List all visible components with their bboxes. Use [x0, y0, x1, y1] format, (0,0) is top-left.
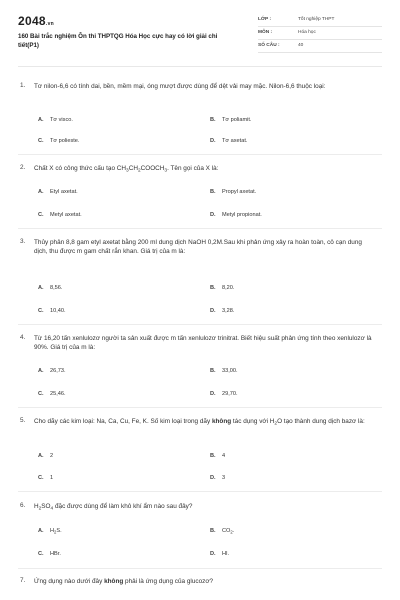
option-b[interactable]	[210, 285, 234, 291]
option-b[interactable]	[210, 189, 256, 195]
option-text: HBr.	[50, 551, 61, 557]
question-text: Thủy phân 8,8 gam etyl axetat bằng 200 ml dung dịch NaOH 0,2M.Sau khi phản ứng xảy ra hoàn toàn, cô cạn dung dịch, thu được m gam chất rắn khan. Giá trị của m là:	[34, 239, 362, 255]
meta-info	[258, 14, 382, 53]
option-c[interactable]	[38, 475, 53, 481]
question-separator	[18, 407, 382, 408]
option-text: $CO_2$.	[222, 528, 235, 535]
option-letter: A.	[38, 368, 44, 374]
option-text: HI.	[222, 551, 230, 557]
option-a[interactable]	[38, 189, 78, 195]
option-text: 26,73.	[50, 368, 66, 374]
option-c[interactable]	[38, 308, 66, 314]
option-letter: B.	[210, 528, 216, 534]
meta-key: MÔN :	[258, 30, 273, 35]
option-b[interactable]	[210, 368, 238, 374]
option-text: 8,56.	[50, 285, 63, 291]
question-text: Ứng dụng nào dưới đây không phải là ứng dụng của glucozơ?	[34, 578, 214, 585]
meta-row-subject	[258, 27, 382, 40]
option-text: Tơ visco.	[50, 117, 73, 123]
option-text: 4	[222, 453, 226, 459]
option-a[interactable]	[38, 368, 66, 374]
option-text: Metyl propionat.	[222, 212, 262, 218]
option-text: 10,40.	[50, 308, 66, 314]
question-separator	[18, 491, 382, 492]
option-letter: B.	[210, 368, 216, 374]
option-text: Etyl axetat.	[50, 189, 78, 195]
option-letter: C.	[38, 551, 44, 557]
meta-row-grade	[258, 14, 382, 27]
option-letter: A.	[38, 453, 44, 459]
option-text: 2	[50, 453, 54, 459]
option-text: Tơ axetat.	[222, 138, 248, 144]
question-separator	[18, 228, 382, 229]
option-letter: B.	[210, 453, 216, 459]
option-letter: A.	[38, 528, 44, 534]
question-number: 6.	[20, 502, 26, 509]
option-a[interactable]	[38, 453, 53, 459]
question-text: Từ 16,20 tấn xenlulozơ người ta sản xuất được m tấn xenlulozơ trinitrat. Biết hiệu suất phản ứng tính theo xenlulozơ là 90%. Giá trị của m là:	[34, 335, 372, 351]
option-c[interactable]	[38, 391, 66, 397]
option-letter: C.	[38, 391, 44, 397]
option-text: 8,20.	[222, 285, 235, 291]
question-number: 3.	[20, 238, 26, 245]
question-number: 4.	[20, 334, 26, 341]
option-letter: B.	[210, 189, 216, 195]
question-text: $H_2SO_4$ đặc được dùng để làm khô khí ẩm nào sau đây?	[34, 503, 193, 512]
option-c[interactable]	[38, 551, 61, 557]
option-letter: B.	[210, 285, 216, 291]
meta-row-count	[258, 40, 382, 53]
option-letter: D.	[210, 138, 216, 144]
option-letter: D.	[210, 391, 216, 397]
option-text: Metyl axetat.	[50, 212, 82, 218]
question-number: 1.	[20, 82, 26, 89]
option-letter: A.	[38, 285, 44, 291]
option-d[interactable]	[210, 308, 234, 314]
question-separator	[18, 324, 382, 325]
page-title: 160 Bài trắc nghiệm Ôn thi THPTQG Hóa Học cực hay có lời giải chi tiết(P1)	[18, 33, 218, 49]
option-b[interactable]	[210, 117, 251, 123]
option-d[interactable]	[210, 475, 225, 481]
option-d[interactable]	[210, 138, 247, 144]
meta-value: Tốt nghiệp THPT	[298, 17, 335, 22]
meta-value: Hóa học	[298, 30, 316, 35]
header	[18, 14, 382, 58]
option-letter: A.	[38, 189, 44, 195]
option-text: $H_2S$.	[50, 528, 62, 535]
option-c[interactable]	[38, 138, 79, 144]
option-text: 3,28.	[222, 308, 235, 314]
option-letter: D.	[210, 212, 216, 218]
option-text: 33,00.	[222, 368, 238, 374]
option-letter: D.	[210, 551, 216, 557]
option-letter: C.	[38, 475, 44, 481]
question-text: Chất X có công thức cấu tạo $CH_3CH_2COOCH_3$. Tên gọi của X là:	[34, 165, 219, 174]
option-b[interactable]	[210, 528, 234, 534]
option-b[interactable]	[210, 453, 225, 459]
option-text: 29,70.	[222, 391, 238, 397]
option-d[interactable]	[210, 391, 238, 397]
option-text: Propyl axetat.	[222, 189, 257, 195]
option-letter: A.	[38, 117, 44, 123]
option-text: 3	[222, 475, 226, 481]
option-letter: C.	[38, 308, 44, 314]
option-d[interactable]	[210, 551, 229, 557]
option-a[interactable]	[38, 528, 62, 534]
question-separator	[18, 154, 382, 155]
option-d[interactable]	[210, 212, 262, 218]
option-text: Tơ polieste.	[50, 138, 80, 144]
question-separator	[18, 568, 382, 569]
meta-value: 40	[298, 43, 304, 48]
option-a[interactable]	[38, 117, 73, 123]
option-letter: B.	[210, 117, 216, 123]
option-c[interactable]	[38, 212, 82, 218]
option-letter: D.	[210, 308, 216, 314]
option-text: 25,46.	[50, 391, 66, 397]
option-text: Tơ poliamit.	[222, 117, 252, 123]
option-letter: D.	[210, 475, 216, 481]
option-letter: C.	[38, 212, 44, 218]
question-text: Tơ nilon-6,6 có tính dai, bền, mềm mại, óng mượt được dùng để dệt vải may mặc. Nilon-6,6 thuộc loại:	[34, 83, 326, 90]
option-text: 1	[50, 475, 54, 481]
option-a[interactable]	[38, 285, 62, 291]
question-number: 2.	[20, 164, 26, 171]
option-letter: C.	[38, 138, 44, 144]
question-number: 5.	[20, 417, 26, 424]
meta-key: LỚP :	[258, 17, 272, 22]
meta-key: SỐ CÂU :	[258, 43, 280, 48]
header-divider	[18, 66, 382, 67]
question-text: Cho dãy các kim loại: Na, Ca, Cu, Fe, K. Số kim loại trong dãy không tác dụng với $H_2O$ tạo thành dung dịch bazơ là:	[34, 418, 365, 427]
question-number: 7.	[20, 577, 26, 584]
site-logo[interactable]: 2048.vn	[18, 14, 55, 28]
